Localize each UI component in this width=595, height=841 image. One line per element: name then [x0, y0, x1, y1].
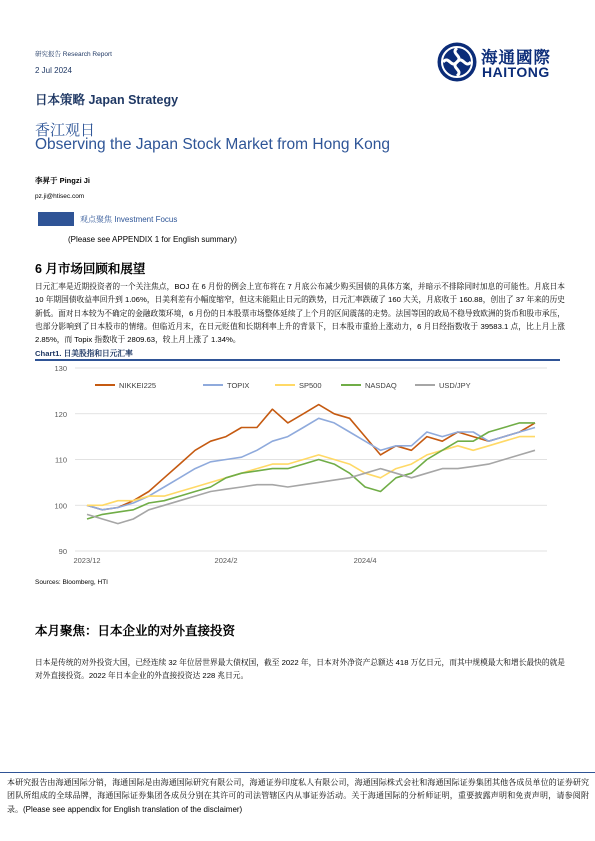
y-tick-label: 120: [54, 409, 67, 419]
line-chart: [35, 362, 560, 574]
author-name: 李昇于 Pingzi Ji: [35, 176, 91, 185]
report-type: 研究报告 Research Report: [35, 51, 112, 58]
section-heading-market-review: 6 月市场回顾和展望: [35, 262, 146, 276]
haitong-logo-icon: [436, 41, 478, 83]
series-line-nasdaq: [87, 423, 535, 519]
y-tick-label: 110: [55, 455, 67, 465]
market-review-paragraph: 日元汇率是近期投资者的一个关注焦点，BOJ 在 6 月份的例会上宣布将在 7 月底公布减少购买国债的具体方案，并暗示不排除同时加息的可能性。月底日本 10 年期国债收益率回升到 1.06%，日美利差有小幅度缩窄，但这未能阻止日元的跌势，日元汇率跌破了 160 大关，月底收于 160.88，创出了 37 年来的历史新低。面对日本较为不确定的金融政策环境，6 月份的日本股票市场整体延续了上个月的区间震荡的走势。法国等国的政局不稳导致欧洲的货币和股市承压，也部分影响到了日本股市的情绪。但临近月末，在日元贬值和长期利率上升的背景下，日本股市重拾上涨动力，6 月日经指数收于 39583.1 点，比上月上涨 2.85%，而 Topix 指数收于 2809.63，较上月上涨了 1.34%。: [35, 282, 565, 345]
series-title: 日本策略 Japan Strategy: [35, 93, 179, 107]
legend-label-sp500: SP500: [299, 381, 322, 390]
series-line-sp500: [87, 437, 535, 506]
footer-divider: [0, 772, 595, 773]
monthly-focus-paragraph: 日本是传统的对外投资大国，已经连续 32 年位居世界最大债权国，截至 2022 年，日本对外净资产总额达 418 万亿日元，而其中规模最大和增长最快的就是对外直接投资。2022 年日本企业的外直接投资达 228 兆日元。: [35, 658, 565, 681]
chart-title-rule: [35, 359, 560, 361]
focus-label: 观点聚焦 Investment Focus: [80, 215, 178, 224]
report-date: 2 Jul 2024: [35, 66, 72, 75]
appendix-note: (Please see APPENDIX 1 for English summary): [68, 235, 237, 244]
y-tick-label: 90: [58, 547, 67, 556]
page-title-cn: 香江观日: [35, 122, 96, 139]
brand-name-en: HAITONG: [482, 64, 550, 80]
y-tick-label: 130: [54, 364, 67, 373]
legend-label-usd-jpy: USD/JPY: [439, 381, 471, 390]
footer-disclaimer: 本研究报告由海通国际分销，海通国际是由海通国际研究有限公司，海通证券印度私人有限公司，海通国际株式会社和海通国际证券集团其他各成员单位的证券研究团队所组成的全球品牌，海通国际证券集团各成员分别在其许可的司法管辖区内从事证券活动。关于海通国际的分析师证明，重要披露声明和免责声明，请参阅附录。(Please see appendix for English translation of the disclaimer): [7, 778, 589, 814]
legend-label-nikkei225: NIKKEI225: [119, 381, 157, 390]
brand-name-cn: 海通國際: [481, 49, 551, 67]
author-email[interactable]: pz.ji@htisec.com: [35, 193, 85, 200]
chart-source: Sources: Bloomberg, HTI: [35, 579, 108, 586]
chart-title: Chart1. 日美股指和日元汇率: [35, 349, 133, 358]
x-tick-label: 2024/2: [214, 556, 238, 565]
x-tick-label: 2023/12: [73, 556, 101, 565]
focus-marker-bar: [38, 212, 74, 226]
legend-label-topix: TOPIX: [227, 381, 250, 390]
x-tick-label: 2024/4: [353, 556, 377, 565]
page-title-en: Observing the Japan Stock Market from Hong Kong: [35, 136, 390, 153]
y-tick-label: 100: [54, 501, 67, 511]
legend-label-nasdaq: NASDAQ: [365, 381, 397, 390]
section-heading-monthly-focus: 本月聚焦：日本企业的对外直接投资: [35, 624, 236, 638]
